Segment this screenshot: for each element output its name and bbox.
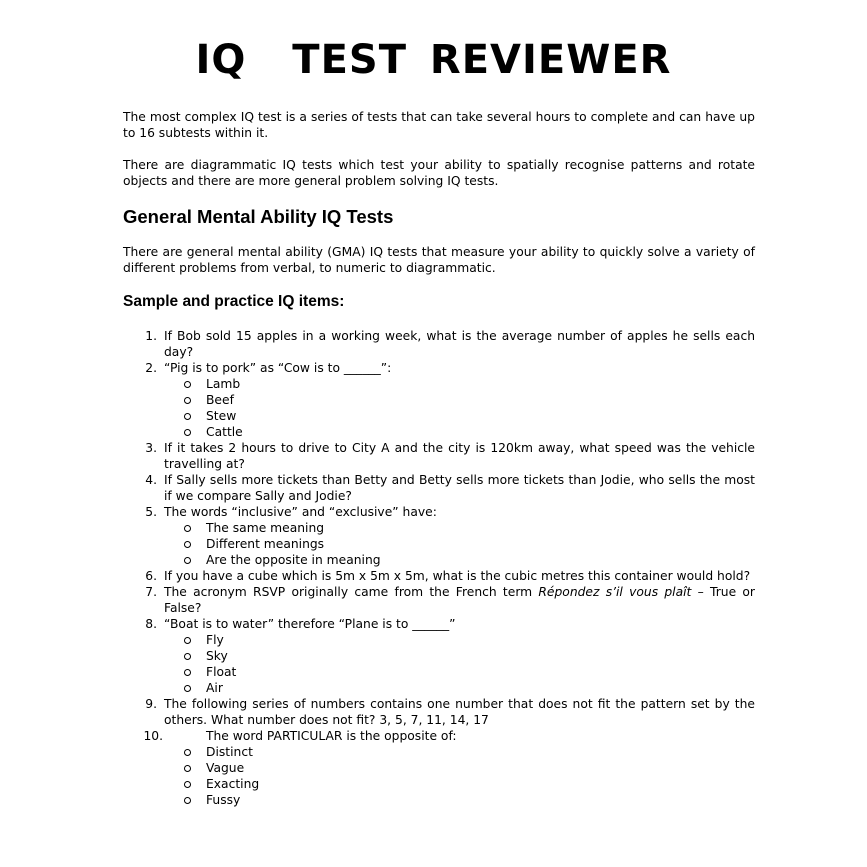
question-text: If Bob sold 15 apples in a working week, what is the average number of apples he sells each day? (164, 329, 755, 359)
question-list (123, 328, 755, 808)
circle-bullet-icon (184, 669, 191, 676)
question-number: 3. (145, 441, 157, 455)
question-item (123, 616, 755, 696)
question-text: The acronym RSVP originally came from the French term Répondez s’il vous plaît – True or False? (164, 585, 755, 615)
circle-bullet-icon (184, 749, 191, 756)
circle-bullet-icon (184, 397, 191, 404)
circle-bullet-icon (184, 381, 191, 388)
question-text: If you have a cube which is 5m x 5m x 5m, what is the cubic metres this container would hold? (164, 569, 751, 583)
question-item (123, 584, 755, 616)
french-term: Répondez s’il vous plaît (538, 585, 692, 599)
option-item: Different meanings (164, 536, 755, 552)
question-item (123, 728, 755, 808)
option-item: Fly (164, 632, 755, 648)
circle-bullet-icon (184, 765, 191, 772)
option-item: Fussy (164, 792, 755, 808)
circle-bullet-icon (184, 797, 191, 804)
option-item: Vague (164, 760, 755, 776)
intro-paragraph-2: There are diagrammatic IQ tests which test your ability to spatially recognise patterns and rotate objects and there are more general problem solving IQ tests. (123, 158, 755, 188)
page-title: IQ TEST REVIEWER (195, 37, 672, 83)
option-item: Distinct (164, 744, 755, 760)
question-item (123, 440, 755, 472)
question-number: 10. (143, 729, 163, 743)
question-number: 5. (145, 505, 157, 519)
circle-bullet-icon (184, 541, 191, 548)
circle-bullet-icon (184, 653, 191, 660)
option-list (164, 376, 755, 440)
section-heading: General Mental Ability IQ Tests (123, 206, 394, 227)
circle-bullet-icon (184, 525, 191, 532)
question-text: The following series of numbers contains one number that does not fit the pattern set by the others. What number does not fit? 3, 5, 7, 11, 14, 17 (164, 697, 755, 727)
question-text: If Sally sells more tickets than Betty and Betty sells more tickets than Jodie, who sells the most if we compare Sally and Jodie? (164, 473, 755, 503)
intro-paragraph-1: The most complex IQ test is a series of tests that can take several hours to complete and can have up to 16 subtests within it. (123, 110, 755, 140)
circle-bullet-icon (184, 685, 191, 692)
circle-bullet-icon (184, 781, 191, 788)
question-text: The words “inclusive” and “exclusive” have: (164, 505, 437, 519)
question-number: 1. (145, 329, 157, 343)
question-number: 9. (145, 697, 157, 711)
question-number: 2. (145, 361, 157, 375)
sample-heading: Sample and practice IQ items: (123, 293, 345, 310)
question-text: “Pig is to pork” as “Cow is to ______”: (164, 361, 392, 375)
option-list (164, 520, 755, 568)
option-item: Sky (164, 648, 755, 664)
circle-bullet-icon (184, 413, 191, 420)
option-item: Air (164, 680, 755, 696)
option-item: Cattle (164, 424, 755, 440)
circle-bullet-icon (184, 557, 191, 564)
question-text: “Boat is to water” therefore “Plane is to ______” (164, 617, 456, 631)
question-item (123, 360, 755, 440)
circle-bullet-icon (184, 429, 191, 436)
question-text: The word PARTICULAR is the opposite of: (206, 729, 457, 743)
option-list (164, 632, 755, 696)
option-item: Lamb (164, 376, 755, 392)
option-item: Exacting (164, 776, 755, 792)
option-list (164, 744, 755, 808)
question-item (123, 328, 755, 360)
option-item: Beef (164, 392, 755, 408)
option-item: The same meaning (164, 520, 755, 536)
question-item (123, 472, 755, 504)
option-item: Stew (164, 408, 755, 424)
option-item: Float (164, 664, 755, 680)
question-number: 7. (145, 585, 157, 599)
question-number: 6. (145, 569, 157, 583)
question-text: If it takes 2 hours to drive to City A and the city is 120km away, what speed was the vehicle travelling at? (164, 441, 755, 471)
question-item (123, 568, 755, 584)
option-item: Are the opposite in meaning (164, 552, 755, 568)
question-number: 8. (145, 617, 157, 631)
section-paragraph: There are general mental ability (GMA) IQ tests that measure your ability to quickly solve a variety of different problems from verbal, to numeric to diagrammatic. (123, 245, 755, 275)
circle-bullet-icon (184, 637, 191, 644)
question-item (123, 504, 755, 568)
question-item (123, 696, 755, 728)
question-number: 4. (145, 473, 157, 487)
